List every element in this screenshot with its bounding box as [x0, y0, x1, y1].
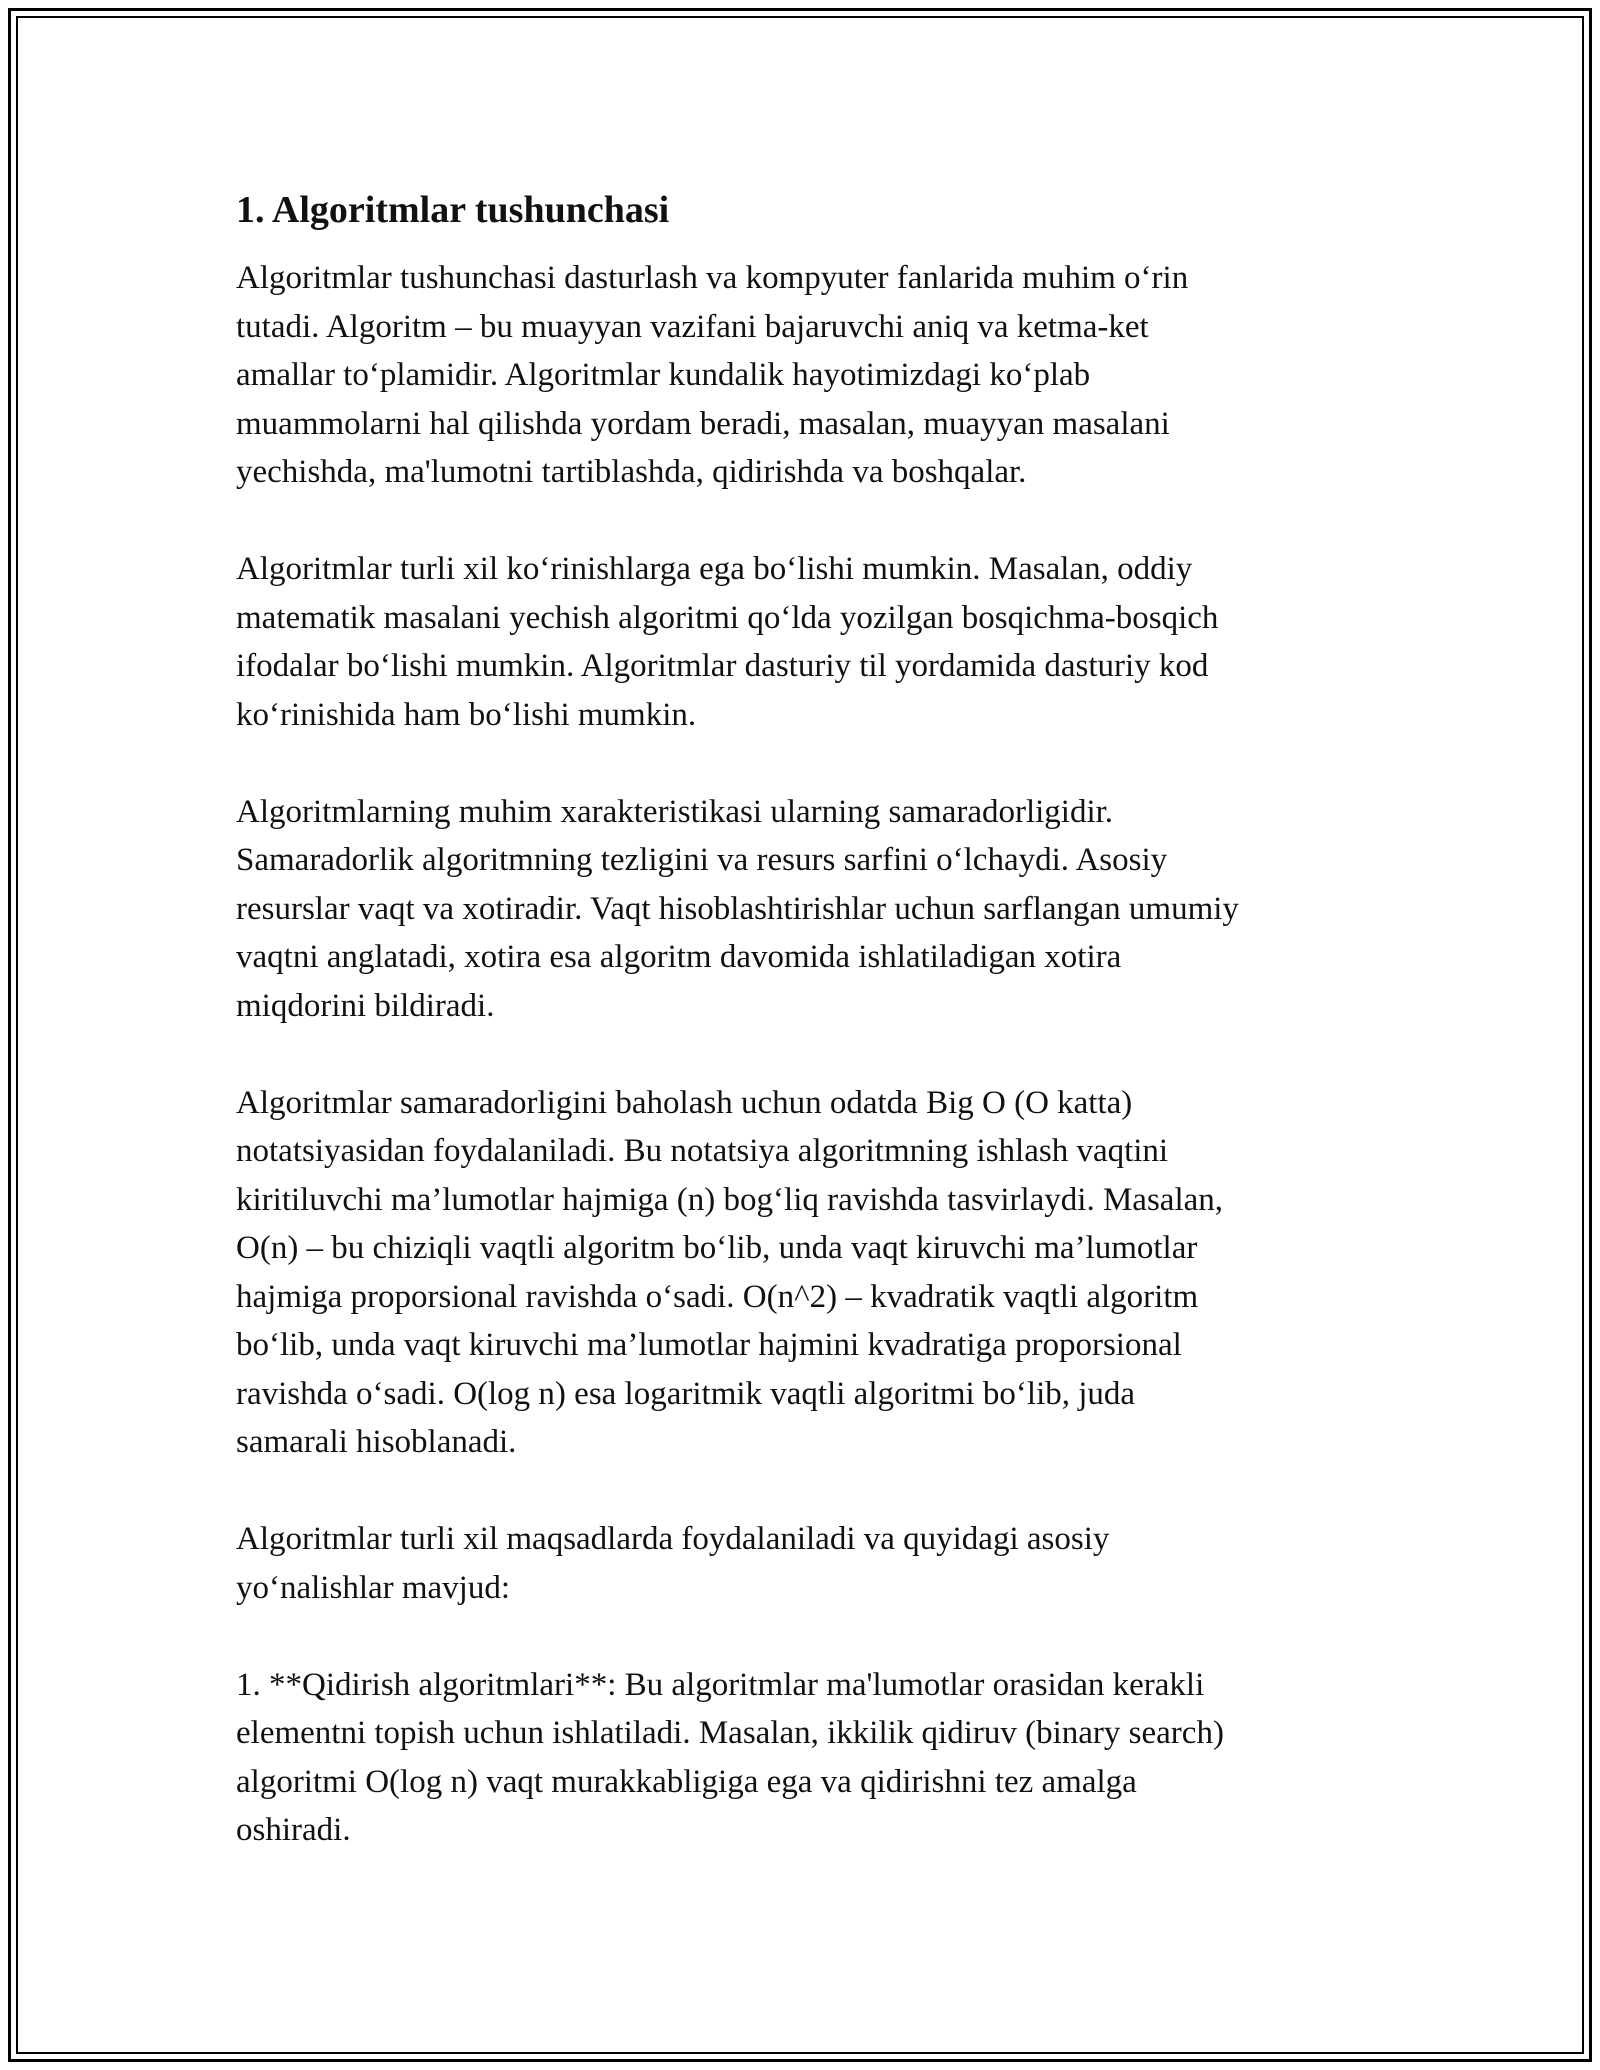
paragraph-intro: Algoritmlar tushunchasi dasturlash va kompyuter fanlarida muhim o‘rin tutadi. Algoritm – bu muayyan vazifani bajaruvchi aniq va ketma-ket amallar to‘plamidir. Algoritmlar kundalik hayotimizdagi ko‘plab muammolarni hal qilishda yordam beradi, masalan, muayyan masalani yechishda, ma'lumotni tartiblashda, qidirishda va boshqalar.: [236, 260, 1189, 490]
paragraph-efficiency: Algoritmlarning muhim xarakteristikasi ularning samaradorligidir. Samaradorlik algoritmning tezligini va resurs sarfini o‘lchaydi. Asosiy resurslar vaqt va xotiradir. Vaqt hisoblashtirishlar uchun sarflangan umumiy vaqtni anglatadi, xotira esa algoritm davomida ishlatiladigan xotira miqdorini bildiradi.: [236, 793, 1239, 1024]
document-body: [236, 186, 1366, 1903]
paragraph-forms: Algoritmlar turli xil ko‘rinishlarga ega bo‘lishi mumkin. Masalan, oddiy matematik masalani yechish algoritmi qo‘lda yozilgan bosqichma-bosqich ifodalar bo‘lishi mumkin. Algoritmlar dasturiy til yordamida dasturiy kod ko‘rinishida ham bo‘lishi mumkin.: [236, 551, 1219, 733]
paragraph-search-algorithms: 1. **Qidirish algoritmlari**: Bu algoritmlar ma'lumotlar orasidan kerakli elementni topish uchun ishlatiladi. Masalan, ikkilik qidiruv (binary search) algoritmi O(log n) vaqt murakkabligiga ega va qidirishni tez amalga oshiradi.: [236, 1666, 1224, 1848]
section-heading: 1. Algoritmlar tushunchasi: [236, 189, 670, 231]
paragraph-big-o: Algoritmlar samaradorligini baholash uchun odatda Big O (O katta) notatsiyasidan foydalaniladi. Bu notatsiya algoritmning ishlash vaqtini kiritiluvchi ma’lumotlar hajmiga (n) bog‘liq ravishda tasvirlaydi. Masalan, O(n) – bu chiziqli vaqtli algoritm bo‘lib, unda vaqt kiruvchi ma’lumotlar hajmiga proporsional ravishda o‘sadi. O(n^2) – kvadratik vaqtli algoritm bo‘lib, unda vaqt kiruvchi ma’lumotlar hajmini kvadratiga proporsional ravishda o‘sadi. O(log n) esa logaritmik vaqtli algoritmi bo‘lib, juda samarali hisoblanadi.: [236, 1084, 1224, 1460]
paragraph-directions: Algoritmlar turli xil maqsadlarda foydalaniladi va quyidagi asosiy yo‘nalishlar mavjud:: [236, 1521, 1110, 1606]
